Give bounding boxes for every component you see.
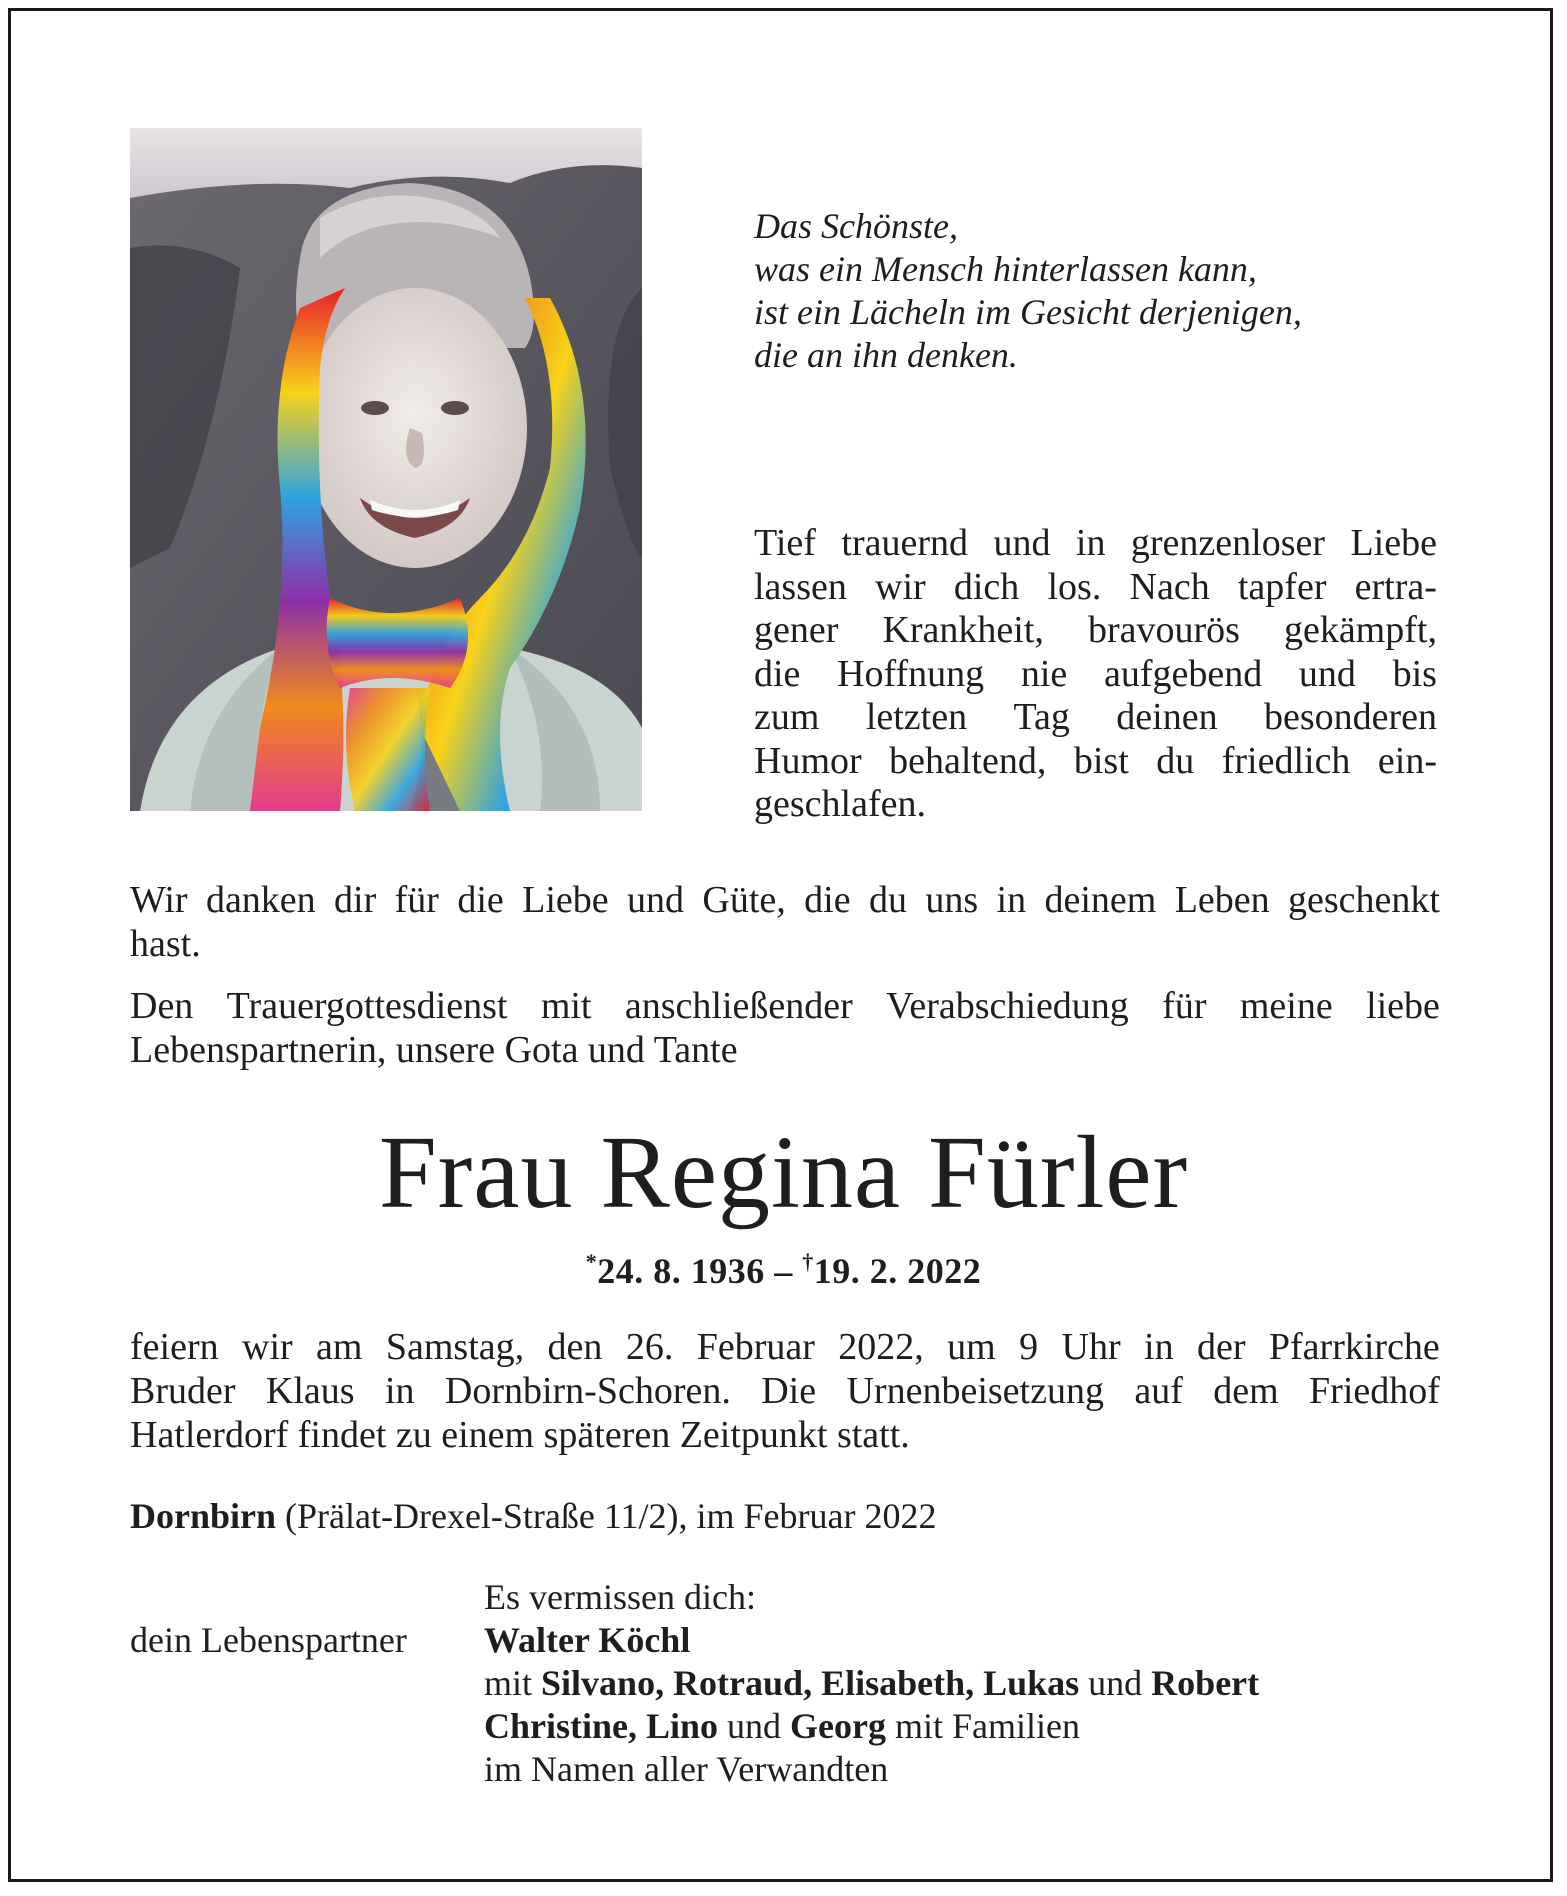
word: für: [1162, 985, 1207, 1027]
word: dich: [953, 565, 1020, 608]
survivor-names: Robert: [1151, 1663, 1260, 1703]
text-line: geschlafen.: [754, 783, 926, 825]
survivors-block: [130, 1576, 1450, 1791]
word-mit: mit: [484, 1663, 542, 1703]
text-line: [754, 609, 1437, 653]
quote-line: die an ihn denken.: [754, 335, 1018, 375]
word: Die: [761, 1370, 817, 1412]
birth-symbol: *: [585, 1249, 598, 1274]
word: und: [627, 879, 685, 921]
text-line: Hatlerdorf findet zu einem späteren Zeitpunkt statt.: [130, 1414, 910, 1456]
word: am: [316, 1326, 363, 1368]
word: Tag: [1013, 696, 1070, 738]
word: behaltend,: [889, 739, 1047, 782]
death-date: 19. 2. 2022: [813, 1251, 982, 1291]
text-line: [754, 522, 1437, 566]
word: deinem: [1044, 879, 1157, 921]
word: Leben: [1174, 879, 1270, 921]
word: Dornbirn-Schoren.: [444, 1370, 731, 1412]
word: trauernd: [841, 522, 969, 564]
partner-name: Walter Köchl: [484, 1620, 691, 1660]
word: Samstag,: [385, 1326, 525, 1368]
text-line: [754, 696, 1437, 740]
word: liebe: [1366, 985, 1440, 1027]
date-separator: –: [764, 1251, 803, 1291]
death-symbol: †: [802, 1249, 814, 1274]
word: Humor: [754, 739, 862, 782]
word: mit: [540, 985, 592, 1027]
place-address: (Prälat-Drexel-Straße 11/2), im Februar 2022: [276, 1496, 937, 1536]
word: und: [993, 522, 1051, 564]
survivors-line: [484, 1705, 1080, 1748]
word: deinen: [1116, 696, 1218, 738]
deceased-name: Frau Regina Fürler: [378, 1115, 1189, 1230]
word-und: und: [1079, 1663, 1152, 1703]
text-line: [130, 984, 1440, 1028]
word: für: [394, 879, 439, 921]
text-line: [130, 1325, 1440, 1369]
text-line: [130, 1369, 1440, 1413]
word: letzten: [865, 696, 968, 738]
word: ein-: [1377, 739, 1437, 782]
word: 26.: [625, 1326, 674, 1368]
word: Güte,: [702, 879, 786, 921]
word: 9: [1019, 1326, 1039, 1368]
word: den: [547, 1326, 603, 1368]
word: die: [754, 652, 801, 695]
word: bist: [1073, 739, 1129, 782]
birth-date: 24. 8. 1936: [597, 1251, 765, 1291]
word: tapfer: [1237, 565, 1327, 608]
word: Hoffnung: [837, 652, 985, 695]
word: gener: [754, 609, 839, 651]
survivor-names: Georg: [790, 1706, 887, 1746]
word: um: [947, 1326, 996, 1368]
word: grenzenloser: [1130, 522, 1326, 564]
word: nie: [1020, 652, 1068, 695]
survivors-heading: Es vermissen dich:: [484, 1577, 756, 1617]
word: 2022,: [838, 1326, 924, 1368]
word: dem: [1213, 1370, 1279, 1412]
place-and-date: [130, 1494, 1440, 1538]
place-town: Dornbirn: [130, 1496, 277, 1536]
word-und: und: [718, 1706, 791, 1746]
text-line: [130, 878, 1440, 922]
quote-line: Das Schönste,: [754, 206, 958, 246]
word: Verabschiedung: [886, 985, 1129, 1027]
word: Liebe: [1350, 522, 1437, 564]
word: Nach: [1129, 565, 1210, 608]
word: los.: [1047, 565, 1102, 608]
word: bravourös: [1087, 609, 1240, 651]
word: wir: [875, 565, 926, 608]
word: Klaus: [265, 1370, 355, 1412]
text-line: [754, 740, 1437, 784]
word: Friedhof: [1309, 1370, 1440, 1412]
thanks-text: [130, 878, 1440, 966]
survivor-names: Christine, Lino: [484, 1706, 719, 1746]
word: in: [1144, 1326, 1174, 1368]
word: Februar: [696, 1326, 815, 1368]
word: Den: [130, 985, 194, 1027]
word: friedlich: [1221, 739, 1351, 782]
word: danken: [205, 879, 316, 921]
service-intro-text: [130, 984, 1440, 1072]
memorial-quote: [754, 205, 1394, 377]
word: Bruder: [130, 1370, 236, 1412]
word: Liebe: [522, 879, 609, 921]
survivor-names: Silvano, Rotraud, Elisabeth, Lukas: [541, 1663, 1080, 1703]
text-line: [754, 566, 1437, 610]
relatives-line: im Namen aller Verwandten: [484, 1749, 889, 1789]
word: in: [1075, 522, 1106, 564]
word: auf: [1134, 1370, 1183, 1412]
word: meine: [1239, 985, 1333, 1027]
word: geschenkt: [1288, 879, 1440, 921]
text-line: [754, 653, 1437, 697]
word: Pfarrkirche: [1268, 1326, 1440, 1368]
word: dir: [334, 879, 377, 921]
life-dates: [0, 1240, 1567, 1293]
word: Uhr: [1061, 1326, 1121, 1368]
word: in: [384, 1370, 415, 1412]
word: du: [1156, 739, 1195, 782]
portrait-photo: [130, 128, 642, 811]
word: gekämpft,: [1283, 609, 1437, 651]
word: besonderen: [1263, 696, 1437, 738]
word: wir: [242, 1326, 293, 1368]
word: Wir: [130, 879, 188, 921]
word: feiern: [130, 1326, 219, 1368]
word: in: [996, 879, 1027, 921]
word: ertra-: [1354, 565, 1437, 608]
service-details-text: [130, 1325, 1440, 1457]
word: Tief: [754, 522, 816, 564]
word: die: [457, 879, 504, 921]
word: bis: [1392, 652, 1437, 695]
word: der: [1196, 1326, 1246, 1368]
word: anschließender: [624, 985, 853, 1027]
word: Krankheit,: [882, 609, 1044, 651]
word: lassen: [754, 565, 847, 608]
word: Trauergottesdienst: [226, 985, 508, 1027]
word: aufgebend: [1103, 652, 1263, 695]
survivors-line: [484, 1662, 1259, 1705]
mourning-text: [754, 522, 1437, 827]
quote-line: was ein Mensch hinterlassen kann,: [754, 249, 1257, 289]
text-line: hast.: [130, 923, 201, 965]
word: du: [868, 879, 907, 921]
word: die: [804, 879, 851, 921]
word: uns: [925, 879, 979, 921]
with-families: mit Familien: [886, 1706, 1081, 1746]
word: zum: [754, 696, 820, 738]
quote-line: ist ein Lächeln im Gesicht derjenigen,: [754, 292, 1302, 332]
text-line: Lebenspartnerin, unsere Gota und Tante: [130, 1029, 738, 1071]
word: und: [1298, 652, 1356, 695]
partner-label: dein Lebenspartner: [130, 1620, 407, 1660]
word: Urnenbeisetzung: [846, 1370, 1104, 1412]
